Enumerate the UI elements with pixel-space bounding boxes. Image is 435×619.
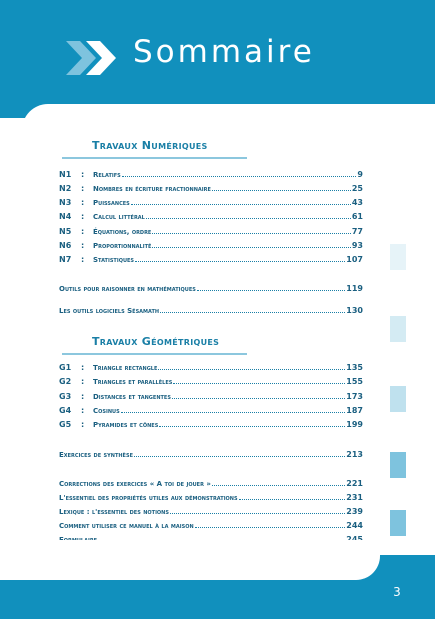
toc-page: 93 — [351, 241, 363, 250]
toc-label: Corrections des exercices « A toi de jouer » — [59, 480, 211, 488]
toc-code: G1 — [59, 363, 72, 372]
toc-page: 25 — [351, 184, 363, 193]
toc-entry[interactable] — [59, 521, 363, 534]
toc-code: N2 — [59, 184, 72, 193]
toc-page: 107 — [346, 255, 363, 264]
toc-entry[interactable]: N2 : Nombres en écriture fractionnaire 25 — [59, 184, 363, 193]
toc-page: 244 — [346, 521, 363, 530]
toc-label: Comment utiliser ce manuel à la maison — [59, 522, 194, 530]
toc-label: Cosinus — [93, 407, 120, 415]
toc-label: Distances et tangentes — [93, 393, 171, 401]
toc-label: Pyramides et cônes — [93, 421, 159, 429]
toc-code: N4 — [59, 212, 72, 221]
decorative-square — [390, 510, 406, 536]
toc-entry[interactable] — [59, 450, 363, 463]
toc-label: Statistiques — [93, 256, 135, 264]
toc-page: 135 — [346, 363, 363, 372]
toc-page: 221 — [346, 479, 363, 488]
toc-entry[interactable] — [59, 479, 363, 492]
toc-code: N7 — [59, 255, 72, 264]
toc-page: 130 — [346, 306, 363, 315]
decorative-square — [390, 244, 406, 270]
toc-page: 119 — [346, 284, 363, 293]
toc-page: 61 — [351, 212, 363, 221]
toc-code: N5 — [59, 227, 72, 236]
toc-code: G3 — [59, 392, 72, 401]
toc-label: L'essentiel des propriétés utiles aux démonstrations — [59, 494, 238, 502]
toc-page: 239 — [346, 507, 363, 516]
toc-page: 43 — [351, 198, 363, 207]
toc-entry[interactable]: G1 : Triangle rectangle 135 — [59, 363, 363, 372]
toc-code: G5 — [59, 420, 72, 429]
page-title: Sommaire — [133, 34, 315, 70]
toc-label: Outils pour raisonner en mathématiques — [59, 285, 196, 293]
header-curve — [22, 104, 435, 144]
toc-entry[interactable]: N4 : Calcul littéral 61 — [59, 212, 363, 221]
footer-curve — [0, 540, 380, 580]
toc-page: 155 — [346, 377, 363, 386]
toc-entry[interactable]: G5 : Pyramides et cônes 199 — [59, 420, 363, 429]
decorative-square — [390, 316, 406, 342]
toc-entry[interactable] — [59, 507, 363, 520]
toc-entry[interactable]: N6 : Proportionnalité 93 — [59, 241, 363, 250]
toc-label: Lexique : l'essentiel des notions — [59, 508, 169, 516]
toc-code: N6 — [59, 241, 72, 250]
page-number: 3 — [393, 585, 401, 599]
toc-label: Proportionnalité — [93, 242, 152, 250]
toc-entry[interactable]: N5 : Équations, ordre 77 — [59, 227, 363, 236]
toc-entry[interactable]: N3 : Puissances 43 — [59, 198, 363, 207]
section-title-numeriques: Travaux Numériques — [62, 139, 252, 159]
toc-page: 199 — [346, 420, 363, 429]
toc-page: 9 — [357, 170, 363, 179]
decorative-square — [390, 452, 406, 478]
toc-label: Triangles et parallèles — [93, 378, 173, 386]
toc-code: N1 — [59, 170, 72, 179]
toc-entry[interactable] — [59, 306, 363, 319]
toc-page: 231 — [346, 493, 363, 502]
toc-label: Équations, ordre — [93, 228, 152, 236]
decorative-square — [390, 386, 406, 412]
toc-page: 77 — [351, 227, 363, 236]
toc-label: Exercices de synthèse — [59, 451, 133, 459]
toc-label: Calcul littéral — [93, 213, 145, 221]
toc-entry[interactable] — [59, 284, 363, 297]
toc-entry[interactable]: G4 : Cosinus 187 — [59, 406, 363, 415]
toc-entry[interactable]: N1 : Relatifs 9 — [59, 170, 363, 179]
toc-entry[interactable]: G3 : Distances et tangentes 173 — [59, 392, 363, 401]
toc-code: N3 — [59, 198, 72, 207]
toc-code: G2 — [59, 377, 72, 386]
toc-label: Triangle rectangle — [93, 364, 158, 372]
section-title-geometriques: Travaux Géométriques — [62, 335, 252, 355]
toc-label: Relatifs — [93, 171, 121, 179]
toc-page: 173 — [346, 392, 363, 401]
toc-entry[interactable]: N7 : Statistiques 107 — [59, 255, 363, 264]
toc-entry[interactable]: G2 : Triangles et parallèles 155 — [59, 377, 363, 386]
toc-label: Nombres en écriture fractionnaire — [93, 185, 211, 193]
double-chevron-icon — [66, 41, 126, 75]
toc-code: G4 — [59, 406, 72, 415]
toc-entry[interactable] — [59, 493, 363, 506]
toc-page: 187 — [346, 406, 363, 415]
toc-label: Puissances — [93, 199, 130, 207]
toc-label: Les outils logiciels Sésamath — [59, 307, 160, 315]
toc-page: 213 — [346, 450, 363, 459]
